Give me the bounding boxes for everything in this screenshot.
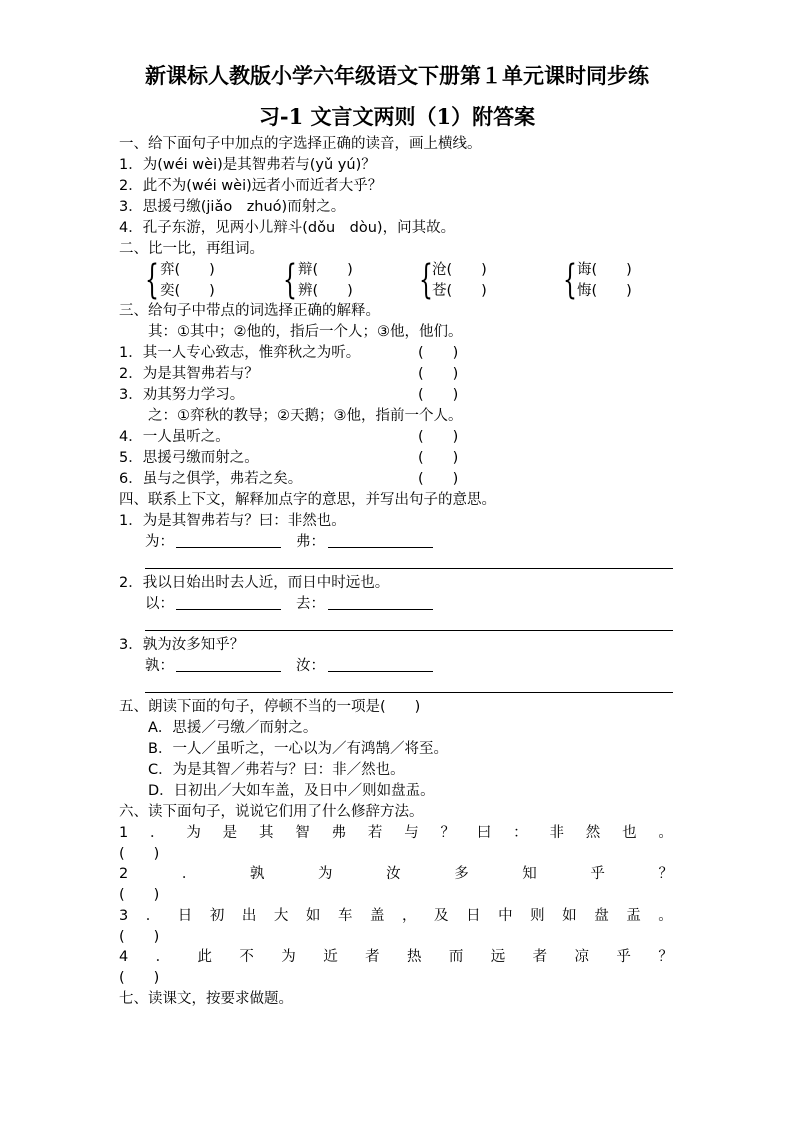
pair-2-bottom: 辨( ): [298, 283, 353, 299]
brace-icon: {: [563, 257, 577, 303]
answer-blank: [328, 609, 433, 610]
answer-paren: ( ): [119, 970, 160, 986]
answer-line: [145, 568, 673, 569]
brace-icon: {: [145, 257, 159, 303]
s4-label: 弗：: [296, 534, 325, 550]
s4-question-3: 3．孰为汝多知乎？: [119, 637, 245, 653]
s3-item-4: 4．一人虽听之。: [119, 429, 230, 445]
title-line-1: 新课标人教版小学六年级语文下册第１单元课时同步练: [145, 63, 649, 88]
section-3-heading: 三、给句子中带点的词选择正确的解释。: [119, 303, 380, 319]
answer-paren: ( ): [418, 471, 459, 487]
answer-paren: ( ): [418, 450, 459, 466]
s6-item-1: 1 ． 为 是 其 智 弗 若 与 ？ 曰 ： 非 然 也 。: [119, 825, 673, 841]
s4-label: 孰：: [145, 658, 174, 674]
s5-option-d: D．日初出／大如车盖，及日中／则如盘盂。: [148, 783, 435, 799]
answer-paren: ( ): [418, 366, 459, 382]
s6-item-3: 3 ． 日 初 出 大 如 车 盖 ， 及 日 中 则 如 盘 盂 。: [119, 908, 673, 924]
s3-definition-qi: 其：①其中；②他的，指后一个人；③他，他们。: [148, 324, 463, 340]
s3-item-1: 1．其一人专心致志，惟弈秋之为听。: [119, 345, 361, 361]
s5-option-b: B．一人／虽听之，一心以为／有鸿鹄／将至。: [148, 741, 448, 757]
s4-label: 以：: [145, 596, 174, 612]
s1-item-1: 1．为(wéi wèi)是其智弗若与(yǔ yú)？: [119, 157, 376, 173]
answer-blank: [176, 547, 281, 548]
answer-paren: ( ): [418, 387, 459, 403]
s4-question-1: 1．为是其智弗若与？曰：非然也。: [119, 513, 346, 529]
s5-option-c: C．为是其智／弗若与？曰：非／然也。: [148, 762, 405, 778]
pair-3-bottom: 苍( ): [432, 283, 487, 299]
s3-item-3: 3．劝其努力学习。: [119, 387, 245, 403]
s5-option-a: A．思援／弓缴／而射之。: [148, 720, 318, 736]
title-line-2: 习-1 文言文两则（1）附答案: [258, 104, 536, 129]
answer-paren: ( ): [418, 429, 459, 445]
answer-paren: ( ): [119, 887, 160, 903]
pair-3-top: 沧( ): [432, 262, 487, 278]
pair-1-bottom: 奕( ): [160, 283, 215, 299]
s4-question-2: 2．我以日始出时去人近，而日中时远也。: [119, 575, 390, 591]
answer-line: [145, 692, 673, 693]
answer-paren: ( ): [119, 929, 160, 945]
answer-blank: [176, 609, 281, 610]
answer-blank: [176, 671, 281, 672]
s4-label: 去：: [296, 596, 325, 612]
s6-item-4: 4 ． 此 不 为 近 者 热 而 远 者 凉 乎 ？: [119, 949, 673, 965]
brace-icon: {: [419, 257, 433, 303]
s4-label: 为：: [145, 534, 174, 550]
s6-item-2: 2 ． 孰 为 汝 多 知 乎 ？: [119, 866, 673, 882]
pair-4-top: 诲( ): [577, 262, 632, 278]
pair-1-top: 弈( ): [160, 262, 215, 278]
answer-blank: [328, 547, 433, 548]
s3-item-2: 2．为是其智弗若与？: [119, 366, 259, 382]
section-2-heading: 二、比一比，再组词。: [119, 241, 264, 257]
answer-line: [145, 630, 673, 631]
pair-2-top: 辩( ): [298, 262, 353, 278]
answer-blank: [328, 671, 433, 672]
s1-item-3: 3．思援弓缴(jiǎo zhuó)而射之。: [119, 199, 346, 215]
s1-item-4: 4．孔子东游，见两小儿辩斗(dǒu dòu)，问其故。: [119, 220, 456, 236]
section-1-heading: 一、给下面句子中加点的字选择正确的读音，画上横线。: [119, 136, 482, 152]
s3-item-5: 5．思援弓缴而射之。: [119, 450, 259, 466]
section-6-heading: 六、读下面句子，说说它们用了什么修辞方法。: [119, 804, 424, 820]
answer-paren: ( ): [418, 345, 459, 361]
pair-4-bottom: 悔( ): [577, 283, 632, 299]
brace-icon: {: [283, 257, 297, 303]
answer-paren: ( ): [119, 846, 160, 862]
section-4-heading: 四、联系上下文，解释加点字的意思，并写出句子的意思。: [119, 492, 496, 508]
s4-label: 汝：: [296, 658, 325, 674]
section-7-heading: 七、读课文，按要求做题。: [119, 991, 293, 1007]
section-5-heading: 五、朗读下面的句子，停顿不当的一项是( ): [119, 699, 421, 715]
s3-item-6: 6．虽与之俱学，弗若之矣。: [119, 471, 303, 487]
s3-definition-zhi: 之：①弈秋的教导；②天鹅；③他，指前一个人。: [148, 408, 463, 424]
s1-item-2: 2．此不为(wéi wèi)远者小而近者大乎？: [119, 178, 383, 194]
